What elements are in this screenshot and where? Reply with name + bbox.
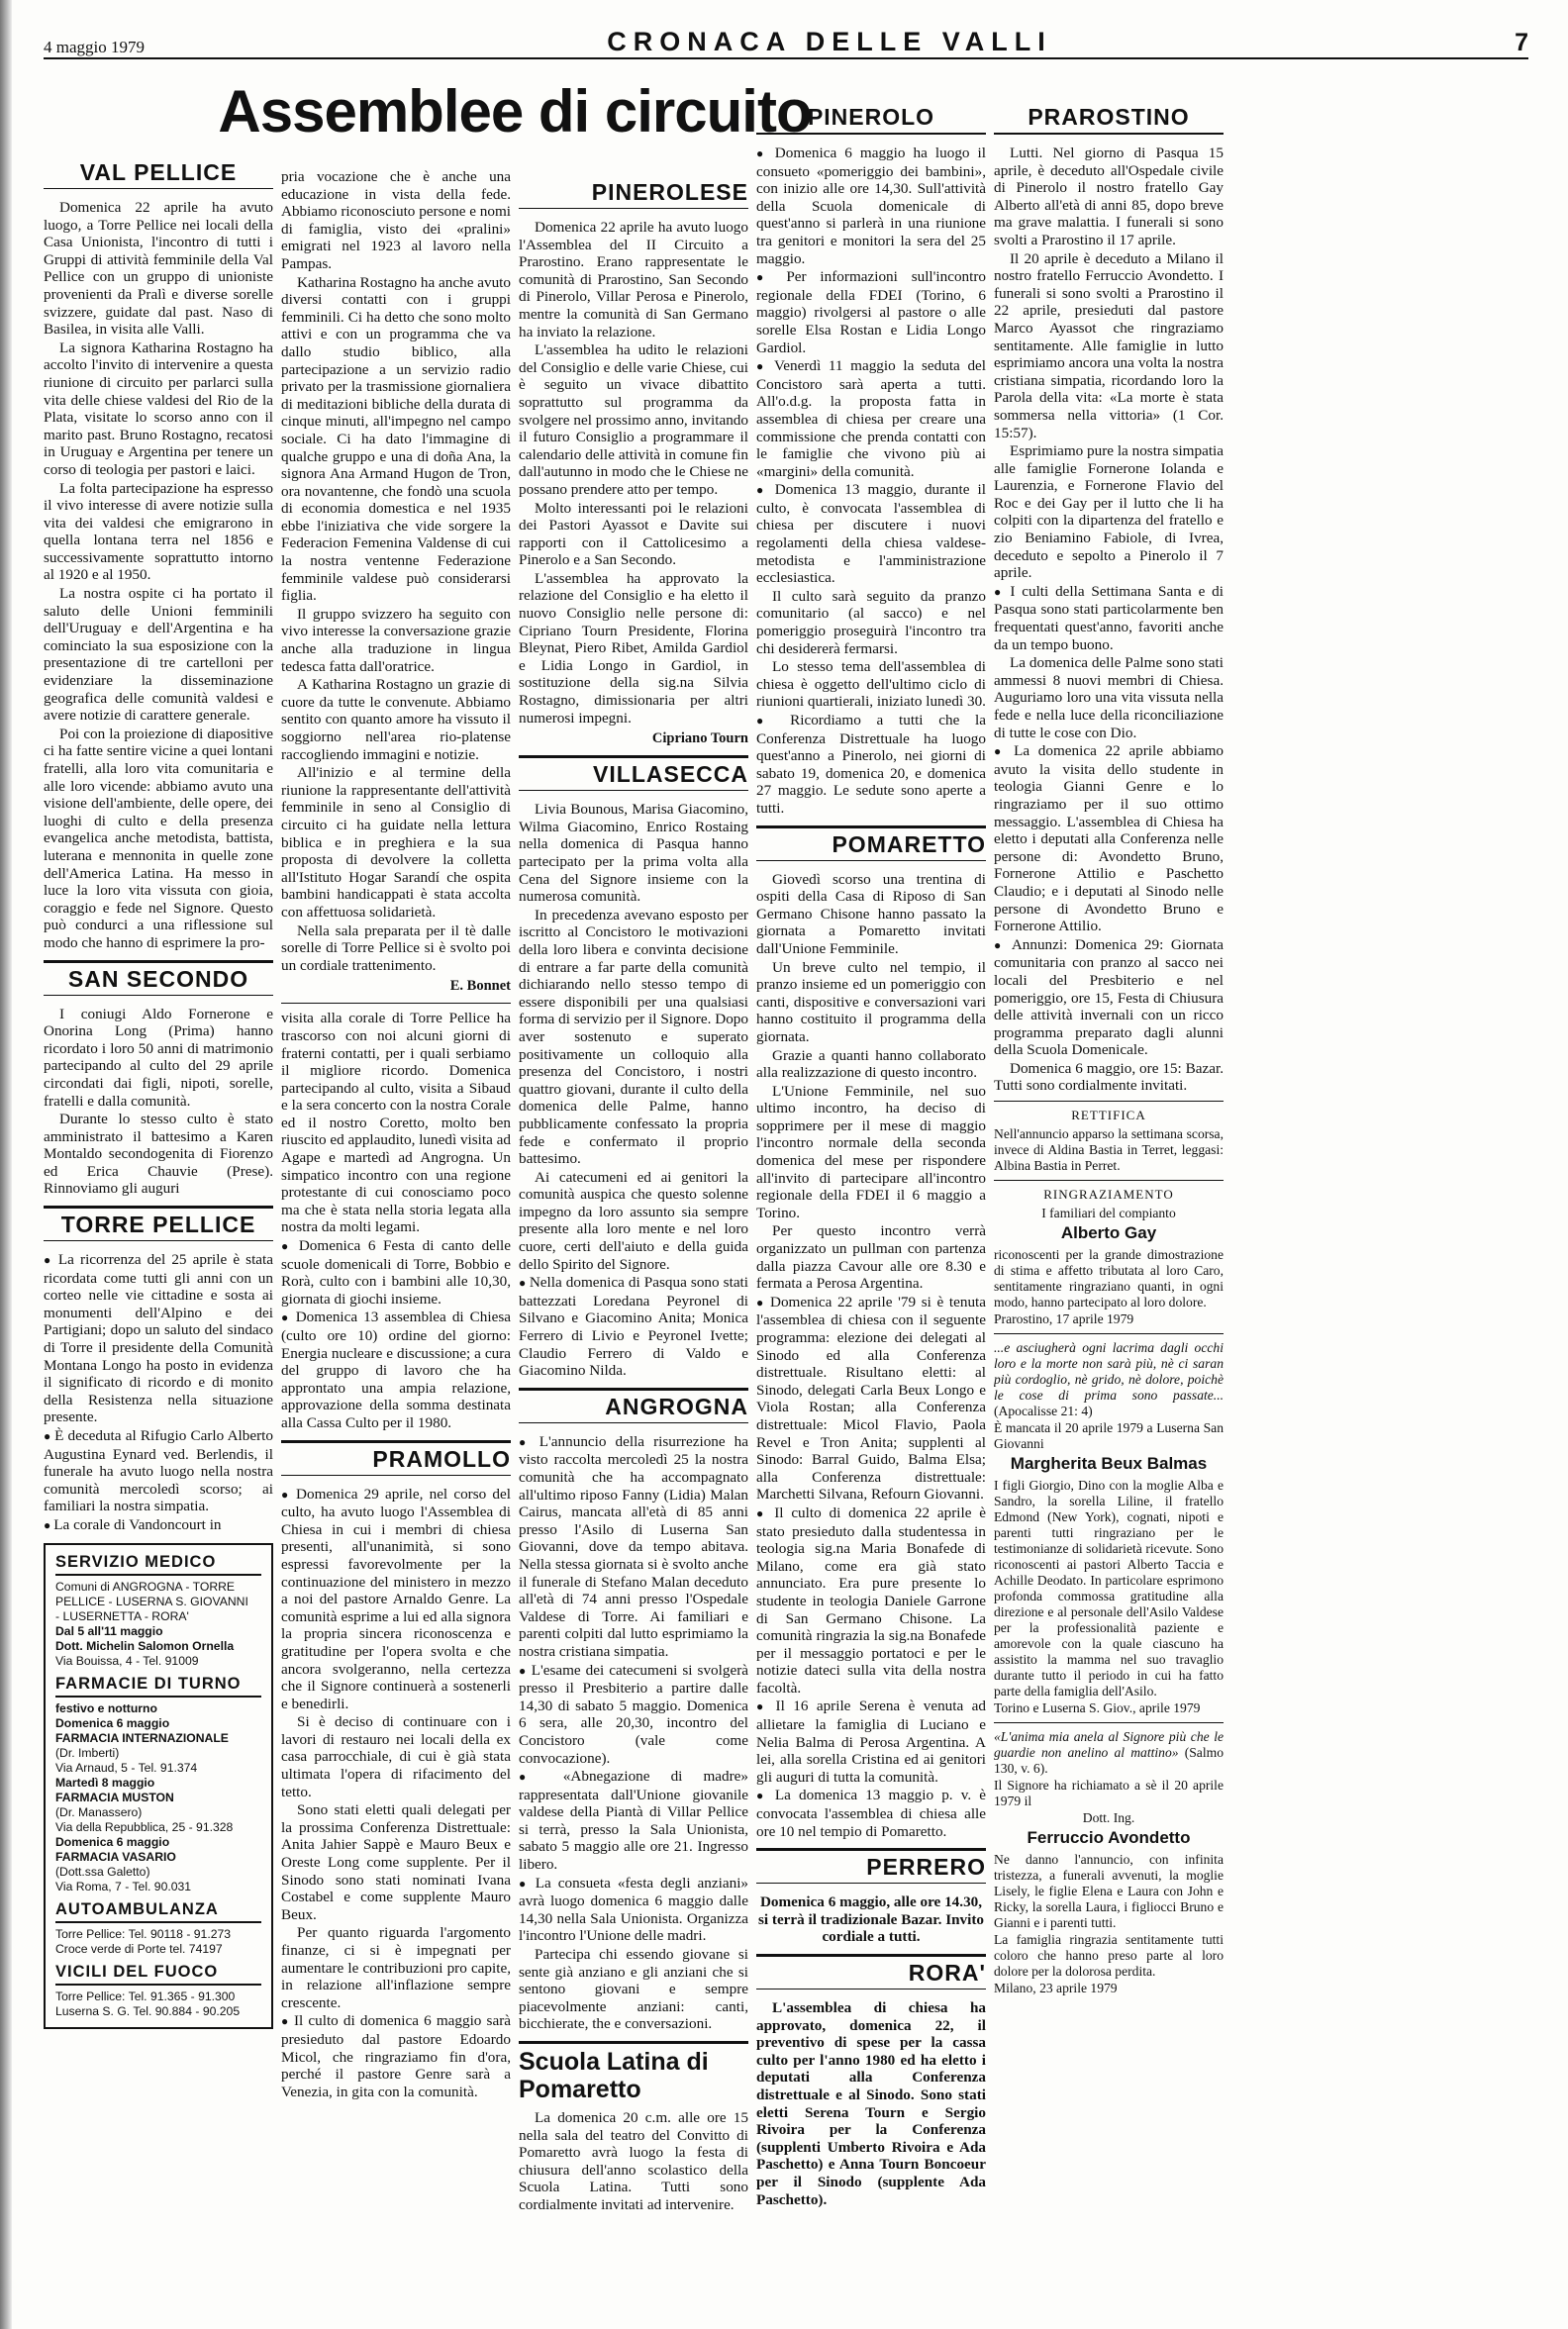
- column-4: [756, 77, 986, 2309]
- box-line: Comuni di ANGROGNA - TORRE: [55, 1579, 236, 1594]
- paragraph: Domenica 22 aprile ha avuto luogo, a Torre Pellice nei locali della Casa Unionista, l'incontro di tutti i Gruppi di attività femminile della Val Pellice con un gruppo di unioniste provenienti da Pralì e diverse sorelle svizzere, guidate dal past. Naso di Basilea, in visita alle Valli.: [44, 199, 273, 339]
- box-line: (Dott.ssa Galetto): [55, 1864, 150, 1879]
- quote-reference: (Salmo 130, v. 6).: [994, 1745, 1224, 1777]
- paragraph: Livia Bounous, Marisa Giacomino, Wilma Giacomino, Enrico Rostaing nella domenica di Pasqua hanno partecipato per la prima volta alla Cena del Signore insieme con la numerosa comunità.: [519, 801, 748, 906]
- bullet-item: ● Domenica 29 aprile, nel corso del culto, ha avuto luogo l'Assemblea di Chiesa in cui i membri di chiesa presenti, all'unanimità, si sono espressi favorevolmente per la continuazione del ministero in mezzo a noi del pastore Arnaldo Genre. La comunità esprime a lui ed alla signora la propria sincera riconoscenza e gratitudine per l'opera svolta e che ancora svolgeranno, nella certezza che il Signore continuerà a sostenerli e benedirli.: [281, 1486, 511, 1713]
- paragraph: Grazie a quanti hanno collaborato alla realizzazione di questo incontro.: [756, 1046, 986, 1082]
- paragraph: pria vocazione che è anche una educazione in vista della fede. Abbiamo riconosciuto persone e nomi di famiglia, visto dei «pralini» emigrati nel 1923 al lavoro nella Pampas.: [281, 168, 511, 272]
- bullet-item: ● La domenica 22 aprile abbiamo avuto la visita dello studente in teologia Gianni Genre e lo ringraziamo per il suo ottimo messaggio. L'assemblea di Chiesa ha eletto i deputati alla Conferenza nelle persone di: Avondetto Bruno, Fornerone Attilio e Paschetto Claudio; e i deputati al Sinodo nelle persone di Avondetto Bruno e Fornerone Attilio.: [994, 742, 1224, 935]
- section-pramollo: PRAMOLLO: [281, 1440, 511, 1476]
- death-notice-text: Ne danno l'annuncio, con infinita tristezza, a funerali avvenuti, la moglie Lisely, le figlie Elena e Laura con John e Ricky, la sorella Laura, i figliocci Bruno e Gianni e i parenti tutti.: [994, 1852, 1224, 1931]
- bullet-item: ● La consueta «festa degli anziani» avrà luogo domenica 6 maggio dalle 14,30 nella Sala Unionista. Organizza l'incontro l'Unione delle madri.: [519, 1875, 748, 1945]
- paragraph: A Katharina Rostagno un grazie di cuore da tutte le convenute. Abbiamo sentito con quanto amore ha vissuto il soggiorno nell'area rio-platense raccogliendo immagini e notizie.: [281, 676, 511, 763]
- box-line: Via Roma, 7 - Tel. 90.031: [55, 1879, 192, 1893]
- paragraph: La domenica delle Palme sono stati ammessi 8 nuovi membri di Chiesa. Auguriamo loro una vita vissuta nella fede e nella luce della riconciliazione di tutte le cose con Dio.: [994, 654, 1224, 741]
- paragraph: Sono stati eletti quali delegati per la prossima Conferenza Distrettuale: Anita Jahier Sappè e Mauro Beux e Oreste Long come supplente. Per il Sinodo sono stati nominati Ivana Costabel e come supplente Mauro Beux.: [281, 1801, 511, 1923]
- paragraph: Poi con la proiezione di diapositive ci ha fatte sentire vicine a quei lontani fratelli, alla loro vita comunitaria e alle loro vicende: abbiamo avuto una visione dell'ambiente, delle opere, dei luoghi di culto e della presenza evangelica anche metodista, battista, luterana e mennonita in quelle zone dell'America Latina. Ha messo in luce la loro vita vissuta con gioia, coraggio e fede nel Signore. Questo può condurci a una riflessione sul modo che hanno di esprimere la pro-: [44, 725, 273, 951]
- bullet-item: ● Il culto di domenica 6 maggio sarà presieduto dal pastore Edoardo Micol, che ringraziamo fin d'ora, perché il pastore Genre sarà a Venezia, in gita con la comunità.: [281, 2012, 511, 2100]
- bullet-item: ● Per informazioni sull'incontro regionale della FDEI (Torino, 6 maggio) rivolgersi al pastore o alle sorelle Elsa Rostan e Lidia Longo Gardiol.: [756, 268, 986, 356]
- signature: Cipriano Tourn: [651, 730, 748, 747]
- bullet-item: ● L'esame dei catecumeni si svolgerà presso il Presbiterio a partire dalle 14,30 di sabato 5 maggio. Domenica 6 sera, alle 20,30, incontro del Concistoro (vale come convocazione).: [519, 1662, 748, 1768]
- bullet-item: ● Il 16 aprile Serena è venuta ad allietare la famiglia di Luciano e Nelia Balma di Perosa Argentina. A lei, alla sorella Cristina ed ai genitori gli auguri di tutta la comunità.: [756, 1698, 986, 1786]
- divider: [994, 1180, 1224, 1181]
- bullet-item: ● È deceduta al Rifugio Carlo Alberto Augustina Eynard ved. Berlendis, il funerale ha avuto luogo nella nostra comunità mercoledì scorso; ai familiari la nostra simpatia.: [44, 1427, 273, 1515]
- rettifica-text: Nell'annuncio apparso la settimana scorsa, invece di Aldina Bastia in Terret, leggasi: Albina Bastia in Perret.: [994, 1126, 1224, 1174]
- quote-text: ...e asciugherà ogni lacrima dagli occhi loro e la morte non sarà più, nè ci saran più cordoglio, nè grido, nè dolore, poichè le cose di prima sono passate...: [994, 1340, 1224, 1404]
- ringraziamento-name: Alberto Gay: [1060, 1223, 1157, 1243]
- column-2: [281, 168, 511, 2309]
- column-5: [994, 77, 1224, 2309]
- paragraph: Domenica 6 maggio, alle ore 14.30, si terrà il tradizionale Bazar. Invito cordiale a tutti.: [757, 1893, 985, 1946]
- bullet-item: ● Domenica 13 assemblea di Chiesa (culto ore 10) ordine del giorno: Energia nucleare e discussione; a cura del gruppo di lavoro che ha approntato una ampia relazione, approvazione della somma destinata alla Cassa Culto per il 1980.: [281, 1309, 511, 1431]
- quote-reference: (Apocalisse 21: 4): [994, 1404, 1093, 1419]
- box-line: Dott. Michelin Salomon Ornella: [55, 1638, 235, 1653]
- section-pomaretto: POMARETTO: [756, 825, 986, 861]
- paragraph: L'assemblea ha approvato la relazione del Consiglio e ha eletto il nuovo Consiglio nelle persone di: Cipriano Tourn Presidente, Florina Bleynat, Piero Ribet, Amilda Gardiol e Lidia Longo in Gardiol, in sostituzione della sig.na Silvia Rostagno, dimissionaria per altri numerosi impegni.: [519, 569, 748, 727]
- paragraph: I coniugi Aldo Fornerone e Onorina Long (Prima) hanno ricordato i loro 50 anni di matrimonio partecipando al culto del 29 aprile circondati dai figli, nipoti, sorelle, fratelli e dalla comunità.: [44, 1005, 273, 1110]
- section-scuola-latina: Scuola Latina di Pomaretto: [519, 2041, 748, 2103]
- box-line: Via Arnaud, 5 - Tel. 91.374: [55, 1760, 198, 1775]
- box-line: Martedì 8 maggio: [55, 1775, 155, 1790]
- bullet-item: ● Il culto di domenica 22 aprile è stato presieduto dalla studentessa in teologia sig.na Maria Bonafede di Milano, come era già stato annunciato. Era pure presente lo studente in teologia Daniele Garrone di San Germano Chisone. La comunità ringrazia la sig.na Bonafede per il messaggio portatoci e per le notizie dateci sulla vita della nostra facoltà.: [756, 1504, 986, 1698]
- bullet-item: ● «Abnegazione di madre» rappresentata dall'Unione giovanile valdese della Piantà di Villar Pellice si terrà, presso la Sala Unionista, sabato 5 maggio alle ore 21. Ingresso libero.: [519, 1768, 748, 1874]
- signature: E. Bonnet: [449, 978, 511, 995]
- box-line: festivo e notturno: [55, 1700, 157, 1715]
- box-line: (Dr. Imberti): [55, 1745, 120, 1760]
- death-notice-name: Ferruccio Avondetto: [1027, 1828, 1191, 1848]
- box-title-vigili-fuoco: VICILI DEL FUOCO: [55, 1963, 261, 1986]
- paragraph: In precedenza avevano esposto per iscritto al Concistoro le motivazioni della loro libera e convinta decisione di entrare a far parte della comunità dichiarando nello stesso tempo di essere disponibili per una qualsiasi forma di servizio per il Signore. Dopo aver sostenuto e superato positivamente un colloquio alla presenza del Concistoro, i nostri quattro giovani, durante il culto della domenica delle Palme, hanno pubblicamente confessato la propria fede e confermato il proprio battesimo.: [519, 906, 748, 1168]
- paragraph: Lo stesso tema dell'assemblea di chiesa è oggetto dell'ultimo ciclo di riunioni quartierali, iniziato lunedì 30.: [756, 658, 986, 711]
- val-pellice-article: [44, 199, 273, 952]
- box-line: Torre Pellice: Tel. 91.365 - 91.300: [55, 1989, 236, 2003]
- paragraph: La nostra ospite ci ha portato il saluto delle Unioni femminili dell'Uruguay e dell'Argentina e ha cominciato la sua esposizione con la presentazione di tre cartelloni per evidenziare la disseminazione geografica delle comunità valdesi e avere notizie di carattere generale.: [44, 585, 273, 725]
- page-number: 7: [1515, 29, 1528, 56]
- paragraph: L'assemblea di chiesa ha approvato, domenica 22, il preventivo di spese per la cassa culto per l'anno 1980 ed ha eletto i deputati alla Conferenza distrettuale e al Sinodo. Sono stati eletti Serena Tourn e Sergio Rivoira per la Conferenza (supplenti Umberto Rivoira e Ada Paschetto) e Anna Tourn Boncoeur per il Sinodo (supplente Ada Paschetto).: [756, 1999, 986, 2208]
- bullet-item: ● Domenica 6 Festa di canto delle scuole domenicali di Torre, Bobbio e Rorà, culto con i bambini alle 10,30, giornata di giochi insieme.: [281, 1237, 511, 1308]
- column-1: [44, 156, 273, 2309]
- bullet-item: ● La corale di Vandoncourt in: [44, 1516, 273, 1535]
- box-line: Via Bouissa, 4 - Tel. 91009: [55, 1653, 199, 1668]
- section-perrero: PERRERO: [756, 1848, 986, 1884]
- bible-quote: [994, 1333, 1224, 1419]
- section-san-secondo: SAN SECONDO: [44, 960, 273, 996]
- section-pinerolese: PINEROLESE: [519, 176, 748, 209]
- ringraziamento-title: RINGRAZIAMENTO: [1043, 1187, 1174, 1203]
- bullet-item: ● I culti della Settimana Santa e di Pasqua sono stati particolarmente ben frequentati quest'anno, favoriti anche da un tempo buono.: [994, 583, 1224, 653]
- death-notice-intro: Il Signore ha richiamato a sè il 20 aprile 1979 il: [994, 1778, 1224, 1809]
- paragraph: Nella sala preparata per il tè dalle sorelle di Torre Pellice si è svolto poi un cordiale trattenimento.: [281, 922, 511, 974]
- box-line: Domenica 6 maggio: [55, 1834, 170, 1849]
- paragraph: Ai catecumeni ed ai genitori la comunità auspica che questo solenne impegno da loro assunto sia sempre presente alla loro mente e nel loro cuore, certi dell'aiuto e della guida dello Spirito del Signore.: [519, 1168, 748, 1273]
- section-pinerolo: PINEROLO: [756, 101, 986, 135]
- box-line: FARMACIA VASARIO: [55, 1849, 176, 1864]
- rettifica-title: RETTIFICA: [1071, 1108, 1146, 1123]
- box-line: FARMACIA MUSTON: [55, 1790, 174, 1804]
- columns: [44, 77, 1528, 2309]
- divider: [281, 1003, 511, 1004]
- ringraziamento-intro: I familiari del compianto: [1041, 1206, 1176, 1221]
- ringraziamento-text: riconoscenti per la grande dimostrazione di stima e affetto tributata al loro Caro, sentitamente ringraziano quanti, in ogni modo, hanno partecipato al loro dolore.: [994, 1247, 1224, 1310]
- death-notice-text: I figli Giorgio, Dino con la moglie Alba e Sandro, la sorella Liline, il fratello Edmond (New York), cognati, nipoti e parenti tutti ringraziano per le testimonianze di solidarietà ricevute. Sono riconoscenti ai pastori Alberto Taccia e Achille Deodato. In particolare esprimono profonda commossa gratitudine alla direzione e al personale dell'Asilo Valdese per la professionalità paziente e amorevole con la quale ciascuno ha assistito la mamma nel suo travaglio durante tutto il periodo in cui ha fatto parte della famiglia dell'Asilo.: [994, 1478, 1224, 1699]
- bullet-item: ● Domenica 13 maggio, durante il culto, è convocata l'assemblea di chiesa per discutere i nuovi regolamenti della chiesa valdese-metodista e l'amministrazione ecclesiastica.: [756, 481, 986, 587]
- death-notice-thanks: La famiglia ringrazia sentitamente tutti coloro che hanno preso parte al loro dolore per la dolorosa perdita.: [994, 1932, 1224, 1980]
- paragraph: Il 20 aprile è deceduto a Milano il nostro fratello Ferruccio Avondetto. I funerali si sono svolti a Prarostino il 22 aprile, presieduti dal pastore Marco Ayassot che ringraziamo sentitamente. Alle famiglie in lutto esprimiamo ancora una volta la nostra cristiana simpatia, ricordando loro la Parola della vita: «La morte è stata sommersa nella vittoria» (1 Cor. 15:57).: [994, 249, 1224, 441]
- death-notice-place: Torino e Luserna S. Giov., aprile 1979: [994, 1700, 1201, 1716]
- box-line: Via della Repubblica, 25 - 91.328: [55, 1819, 234, 1834]
- services-box: [44, 1543, 273, 2029]
- psalm-quote: [994, 1722, 1224, 1777]
- section-angrogna: ANGROGNA: [519, 1388, 748, 1423]
- paragraph: Si è deciso di continuare con i lavori di restauro nei locali della ex casa parrocchiale, di cui è già stata ultimata l'opera di rifacimento del tetto.: [281, 1713, 511, 1800]
- death-notice-title: Dott. Ing.: [1082, 1810, 1135, 1826]
- bullet-item: ● Annunzi: Domenica 29: Giornata comunitaria con pranzo al sacco nei locali del Presbiterio e nel pomeriggio, ore 15, Festa di Chiusura delle attività invernali con un ricco programma preparato dagli alunni della Scuola Domenicale.: [994, 936, 1224, 1059]
- paragraph: Per quanto riguarda l'argomento finanze, ci si è impegnati per aumentare le contribuzioni pro capite, in relazione all'inflazione sempre crescente.: [281, 1924, 511, 2011]
- paragraph: Domenica 22 aprile ha avuto luogo l'Assemblea del II Circuito a Prarostino. Erano rappresentate le comunità di Prarostino, San Secondo di Pinerolo, Villar Perosa e Pinerolo, mentre la comunità di San Germano ha inviato la relazione.: [519, 219, 748, 340]
- box-line: Luserna S. G. Tel. 90.884 - 90.205: [55, 2003, 241, 2018]
- paragraph: All'inizio e al termine della riunione la rappresentante dell'attività femminile in seno al Consiglio di circuito ci ha guidate nella lettura biblica e in preghiera e la sua proposta di devolvere la colletta all'Istituto Hogar Sarandí che ospita bambini handicappati è stata accolta con affettuosa solidarietà.: [281, 764, 511, 921]
- paragraph: Molto interessanti poi le relazioni dei Pastori Ayassot e Davite sui rapporti con il Cattolicesimo a Pinerolo e a San Secondo.: [519, 499, 748, 569]
- box-line: FARMACIA INTERNAZIONALE: [55, 1730, 229, 1745]
- paragraph: La signora Katharina Rostagno ha accolto l'invito di intervenire a questa riunione di circuito per parlarci sulla vita delle chiese valdesi del Rio de la Plata, visitate lo scorso anno con il marito past. Bruno Rostagno, recatosi in Uruguay e Argentina per tenere un corso di teologia per pastori e laici.: [44, 339, 273, 478]
- bullet-item: ● Domenica 22 aprile '79 si è tenuta l'assemblea di chiesa con il seguente programma: elezione dei delegati al Sinodo ed alla Conferenza distrettuale. Risultano eletti: al Sinodo, delegati Carla Beux Longo e Viola Rostan; alla Conferenza distrettuale: Micol Flavio, Paola Revel e Tron Anita; supplenti al Sinodo: Barral Guido, Balma Elsa; alla Conferenza distrettuale: Marchetti Silvana, Refourn Giovanni.: [756, 1294, 986, 1504]
- paragraph: visita alla corale di Torre Pellice ha trascorso con noi alcuni giorni di fraterni contatti, per i quali serbiamo il migliore ricordo. Domenica partecipando al culto, visita a Sibaud e la sera concerto con la nostra Corale ed il nostro Coretto, molto ben riuscito ed applaudito, lunedì visita ad Agape e martedì ad Angrogna. Un simpatico incontro con una regione protestante di cui conosciamo poco ma che è stata nella storia legata alla nostra da molti legami.: [281, 1010, 511, 1236]
- issue-date: 4 maggio 1979: [44, 38, 145, 56]
- paragraph: L'assemblea ha udito le relazioni del Consiglio e delle varie Chiese, cui è seguito un vivace dibattito soprattutto sul programma da svolgere nel prossimo anno, invitando il futuro Consiglio a programmare il calendario delle attività in comune fin dall'autunno in modo che le Chiese ne possano prendere atto per tempo.: [519, 341, 748, 498]
- paragraph: Un breve culto nel tempio, il pranzo insieme ed un pomeriggio con canti, dispositive e conversazioni vari hanno costituito il programma della giornata.: [756, 958, 986, 1045]
- bullet-item: ● La ricorrenza del 25 aprile è stata ricordata come tutti gli anni con un corteo nelle vie cittadine e sosta ai monumenti dell'Alpino e dei Partigiani; dopo un saluto del sindaco di Torre il presidente della Comunità Montana Longo ha posto in evidenza il significato di ricordo e di monito della Resistenza nella situazione presente.: [44, 1251, 273, 1426]
- binding-shadow: [0, 0, 12, 2329]
- box-line: Domenica 6 maggio: [55, 1715, 170, 1730]
- section-torre-pellice: TORRE PELLICE: [44, 1206, 273, 1241]
- paragraph: Per questo incontro verrà organizzato un pullman con partenza dalla piazza Cavour alle ore 8.30 e fermata a Perosa Argentina.: [756, 1222, 986, 1293]
- bullet-item: ● Domenica 6 maggio ha luogo il consueto «pomeriggio dei bambini», con inizio alle ore 14,30. Sull'attività della Scuola domenicale di quest'anno si parlerà in una riunione tra genitori e monitori la sera del 25 maggio.: [756, 145, 986, 267]
- paragraph: La domenica 20 c.m. alle ore 15 nella sala del teatro del Convitto di Pomaretto avrà luogo la festa di chiusura dell'anno scolastico della Scuola Latina. Tutti sono cordialmente invitati ad intervenire.: [519, 2109, 748, 2213]
- section-prarostino: PRAROSTINO: [994, 101, 1224, 135]
- box-line: (Dr. Manassero): [55, 1804, 143, 1819]
- box-line: Dal 5 all'11 maggio: [55, 1623, 163, 1638]
- paragraph: Il gruppo svizzero ha seguito con vivo interesse la conversazione grazie anche alla traduzione in lingua tedesca fatta dall'oratrice.: [281, 605, 511, 675]
- bullet-item: ● La domenica 13 maggio p. v. è convocata l'assemblea di chiesa alle ore 10 nel tempio di Pomaretto.: [756, 1787, 986, 1840]
- paragraph: Giovedì scorso una trentina di ospiti della Casa di Riposo di San Germano Chisone hanno passato la giornata a Pomaretto invitati dall'Unione Femminile.: [756, 870, 986, 957]
- box-line: Torre Pellice: Tel. 90118 - 91.273: [55, 1926, 232, 1941]
- paragraph: Il culto sarà seguito da pranzo comunitario (al sacco) e nel pomeriggio proseguirà l'incontro tra chi desidererà fermarsi.: [756, 587, 986, 657]
- paragraph: Partecipa chi essendo giovane si sente già anziano e gli anziani che si sentono giovani e sempre piacevolmente anziani: canti, bicchierate, the e conversazioni.: [519, 1946, 748, 2033]
- bullet-item: ● Nella domenica di Pasqua sono stati battezzati Loredana Peyronel di Silvano e Giacomino Anita; Monica Ferrero di Livio e Peyronel Ivette; Claudio Ferrero di Valdo e Giacomino Nilda.: [519, 1274, 748, 1380]
- divider: [994, 1101, 1224, 1102]
- box-line: Croce verde di Porte tel. 74197: [55, 1941, 223, 1956]
- bullet-item: ● Ricordiamo a tutti che la Conferenza Distrettuale ha luogo quest'anno a Pinerolo, nei giorni di sabato 19, domenica 20, e domenica 27 maggio. Le sedute sono aperte a tutti.: [756, 712, 986, 818]
- box-title-autoambulanza: AUTOAMBULANZA: [55, 1900, 261, 1923]
- death-notice-place: Milano, 23 aprile 1979: [994, 1981, 1118, 1996]
- main-headline: Assemblee di circuito: [218, 78, 812, 145]
- death-notice-intro: È mancata il 20 aprile 1979 a Luserna San Giovanni: [994, 1420, 1224, 1452]
- box-line: - LUSERNETTA - RORA': [55, 1608, 189, 1623]
- paragraph: La folta partecipazione ha espresso il vivo interesse di avere notizie sulla vita dei valdesi che emigrarono in quella lontana terra nel 1856 e successivamente soprattutto intorno al 1920 e al 1950.: [44, 479, 273, 584]
- bullet-item: ● L'annuncio della risurrezione ha visto raccolta mercoledì 25 la nostra comunità che ha accompagnato all'ultimo riposo Fanny (Lidia) Malan Cairus, mancata all'età di 85 anni presso l'Asilo di Luserna San Giovanni, dove da tempo abitava. Nella stessa giornata si è svolto anche il funerale di Stefano Malan deceduto all'età di 74 anni presso l'Ospedale Valdese di Torre. Ai familiari e parenti colpiti dal lutto esprimiamo la nostra cristiana simpatia.: [519, 1433, 748, 1661]
- bullet-item: ● Venerdì 11 maggio la seduta del Concistoro sarà aperta a tutti. All'o.d.g. la proposta fatta in assemblea di chiesa per creare una commissione che prenda contatti con le famiglie che vivono più ai «margini» della comunità.: [756, 357, 986, 480]
- box-title-servizio-medico: SERVIZIO MEDICO: [55, 1553, 261, 1576]
- paragraph: Katharina Rostagno ha anche avuto diversi contatti con i gruppi femminili. Ci ha detto che sono molto attivi e con un programma che va dallo studio biblico, alla partecipazione a un servizio radio privato per la trasmissione giornaliera di meditazioni bibliche della durata di cinque minuti, all'impegno nel campo sociale. Ci ha dato l'immagine di qualche gruppo e una di doña Ana, la signora Ana Armand Hugon de Tron, ora novantenne, che fondò una scuola di economia domestica e nel 1935 ebbe l'iniziativa che vide sorgere la Federacion Femenina Valdense di cui la nostra ventenne Federazione femminile valdese può considerarsi figlia.: [281, 273, 511, 605]
- section-val-pellice: VAL PELLICE: [44, 156, 273, 189]
- paragraph: Lutti. Nel giorno di Pasqua 15 aprile, è deceduto all'Ospedale civile di Pinerolo il nostro fratello Gay Alberto all'età di anni 85, dopo breve ma grave malattia. I funerali si sono svolti a Prarostino il 17 aprile.: [994, 145, 1224, 248]
- newspaper-section-title: CRONACA DELLE VALLI: [607, 27, 1052, 56]
- page-header: [44, 0, 1528, 59]
- paragraph: Esprimiamo pure la nostra simpatia alle famiglie Fornerone Iolanda e Laurenzia, e Fornerone Flavio del Roc e dei Gay per il lutto che li ha colpiti con la dipartenza del fratello e zio Beniamino Fabiole, di Ivrea, deceduto e sepolto a Pinerolo il 7 aprile.: [994, 442, 1224, 582]
- paragraph: Durante lo stesso culto è stato amministrato il battesimo a Karen Montaldo secondogenita di Fiorenzo ed Erica Chauvie (Prese). Rinnoviamo gli auguri: [44, 1111, 273, 1198]
- section-rora: RORA': [756, 1954, 986, 1989]
- column-3: [519, 176, 748, 2309]
- paragraph: Domenica 6 maggio, ore 15: Bazar. Tutti sono cordialmente invitati.: [994, 1059, 1224, 1095]
- death-notice-name: Margherita Beux Balmas: [1010, 1454, 1208, 1474]
- paragraph: L'Unione Femminile, nel suo ultimo incontro, ha deciso di sopprimere per il mese di maggio l'incontro normale della seconda domenica del mese per rispondere all'invito di partecipare all'incontro regionale della FDEI il 6 maggio a Torino.: [756, 1082, 986, 1221]
- box-title-farmacie: FARMACIE DI TURNO: [55, 1675, 261, 1698]
- box-line: PELLICE - LUSERNA S. GIOVANNI: [55, 1594, 248, 1608]
- quote-text: «L'anima mia anela al Signore più che le guardie non anelino al mattino»: [994, 1729, 1224, 1761]
- section-villasecca: VILLASECCA: [519, 755, 748, 791]
- ringraziamento-place: Prarostino, 17 aprile 1979: [994, 1311, 1134, 1327]
